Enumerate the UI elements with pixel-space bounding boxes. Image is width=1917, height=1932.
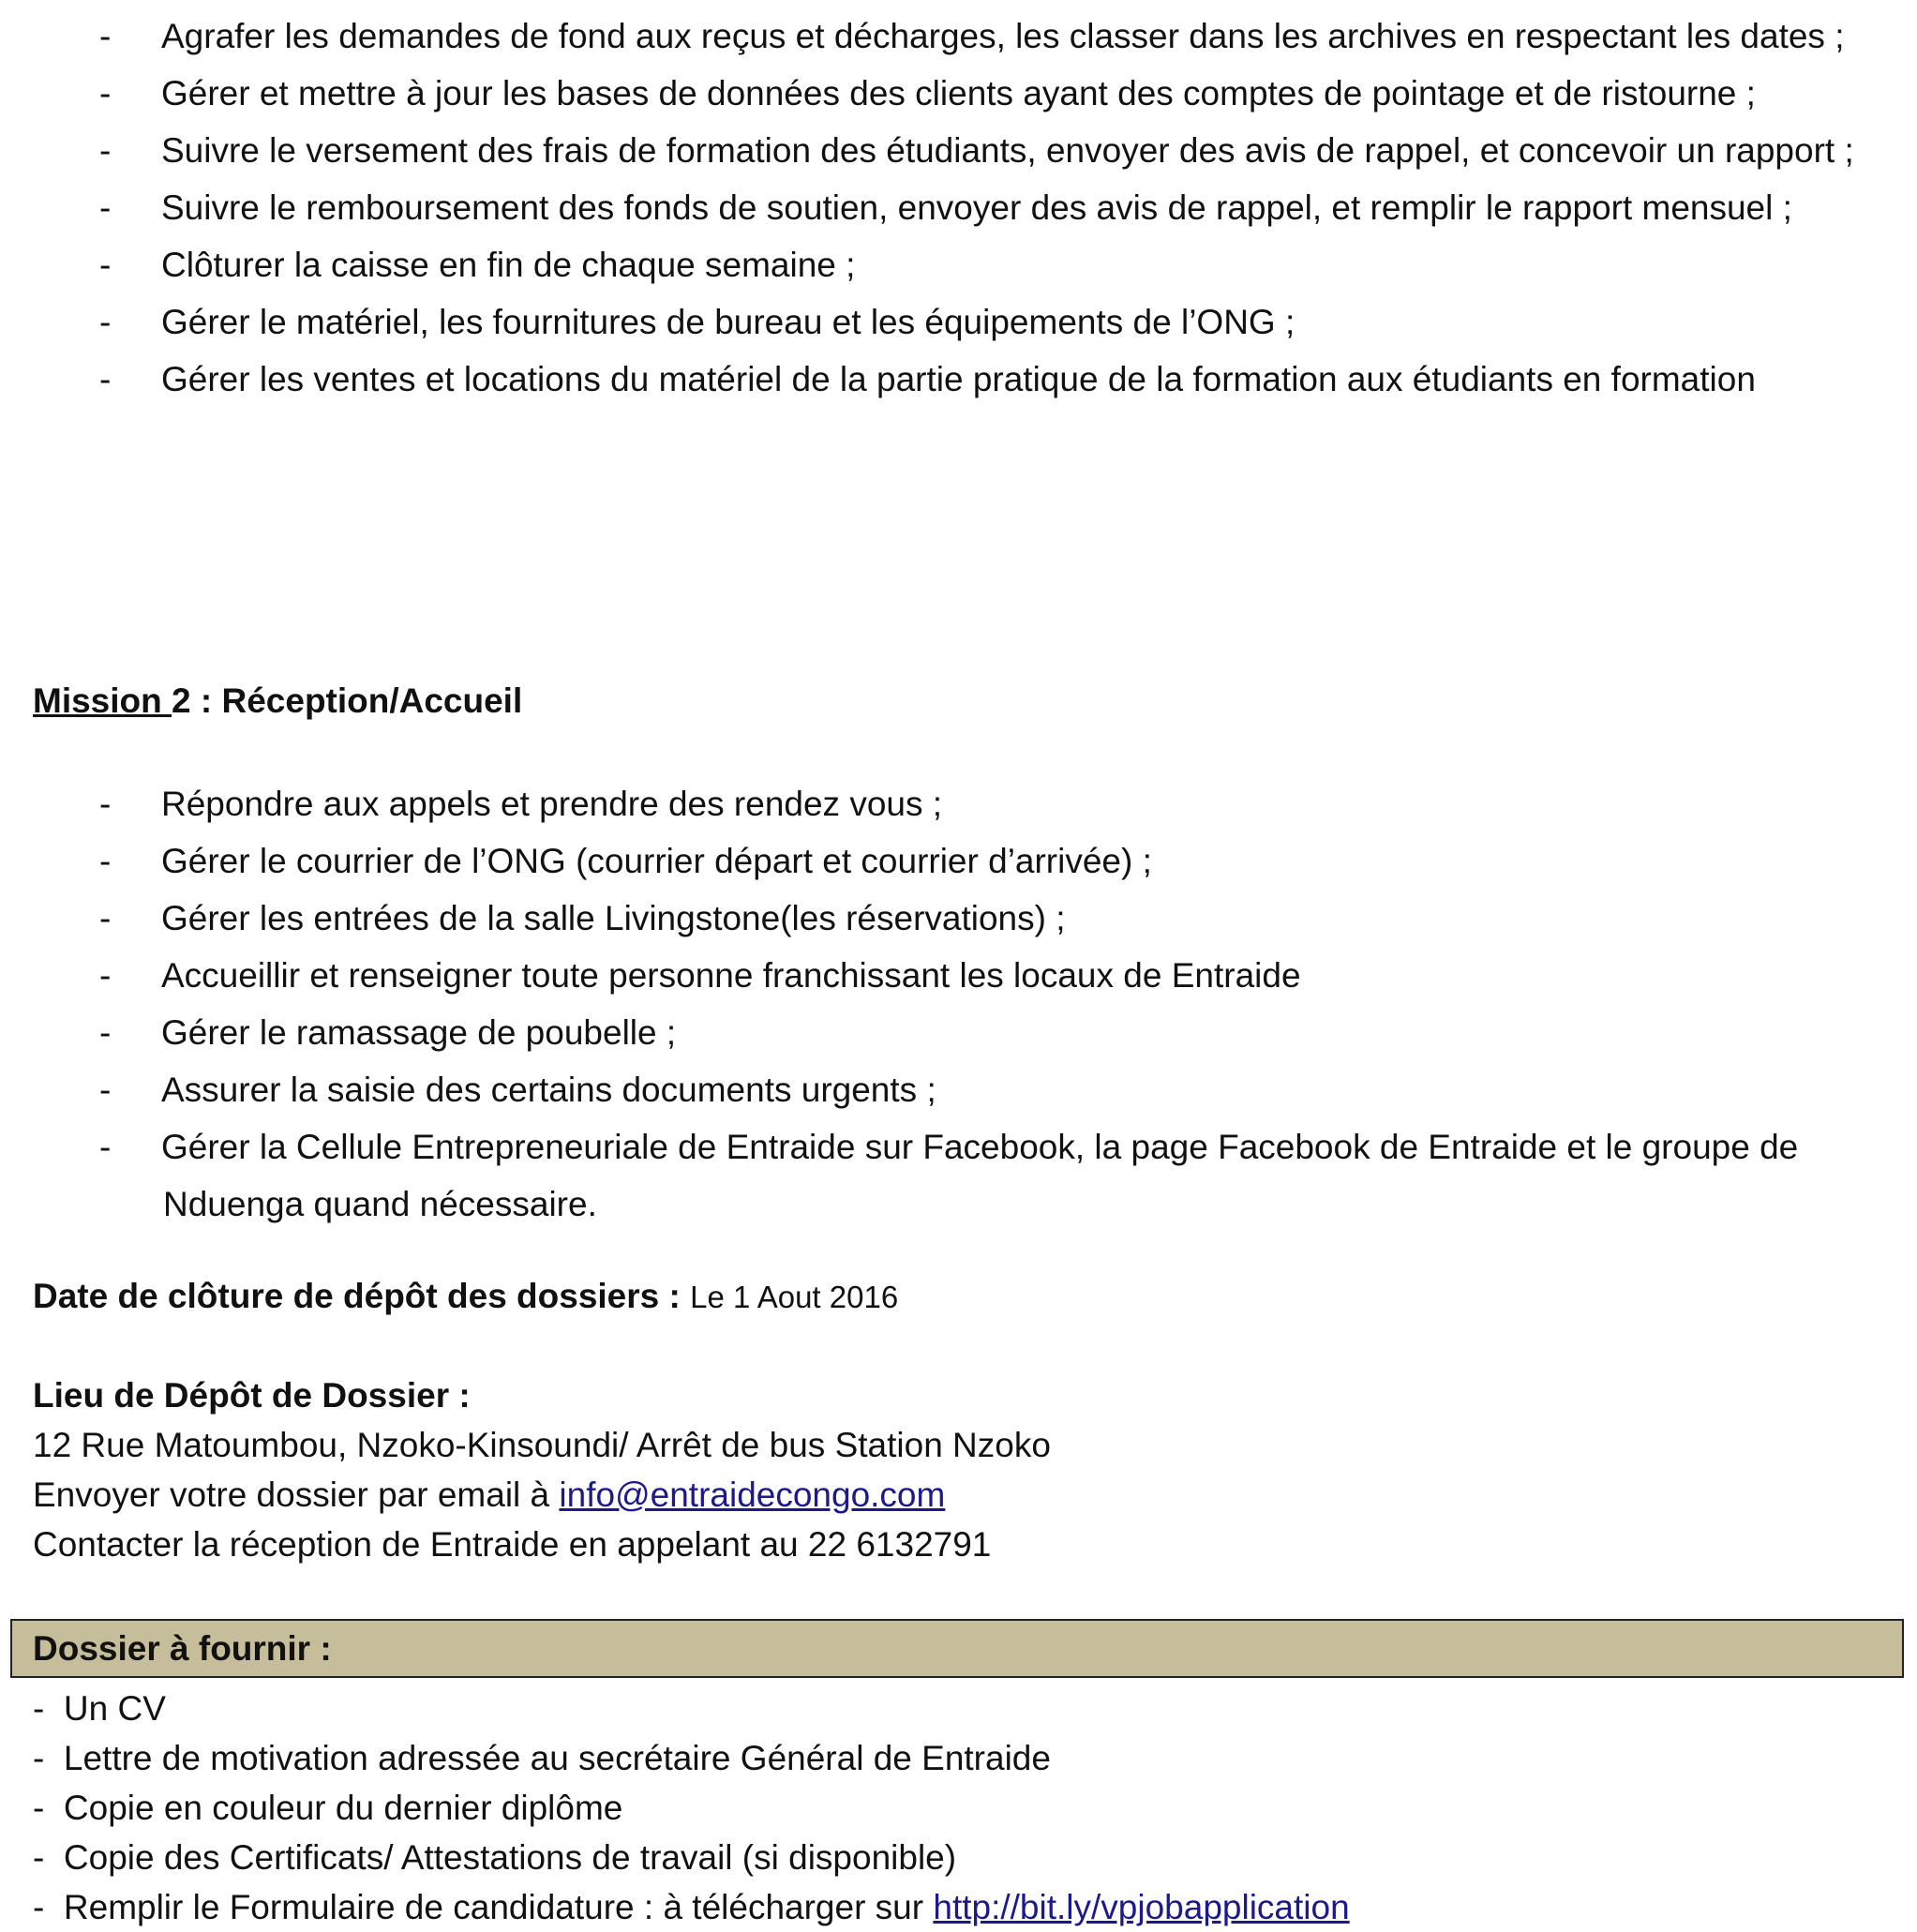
- list-dash: -: [99, 17, 112, 55]
- list-dash: -: [33, 1838, 64, 1877]
- location-address: 12 Rue Matoumbou, Nzoko-Kinsoundi/ Arrêt de bus Station Nzoko: [33, 1426, 1051, 1464]
- list-dash: -: [33, 1739, 64, 1777]
- list-item: - Suivre le remboursement des fonds de soutien, envoyer des avis de rappel, et remplir le rapport mensuel ;: [0, 179, 1917, 236]
- list-item: - Gérer les ventes et locations du matériel de la partie pratique de la formation aux étudiants en formation: [0, 351, 1917, 408]
- deadline-label: Date de clôture de dépôt des dossiers :: [33, 1277, 681, 1315]
- list-item: - Gérer les entrées de la salle Livingstone(les réservations) ;: [0, 890, 1917, 947]
- list-dash: -: [99, 1013, 112, 1052]
- email-link[interactable]: info@entraidecongo.com: [559, 1475, 946, 1514]
- list-dash: -: [99, 131, 112, 170]
- email-line: [33, 1472, 945, 1519]
- list-item: - Copie en couleur du dernier diplôme: [33, 1789, 623, 1827]
- list-item: - Gérer le courrier de l’ONG (courrier départ et courrier d’arrivée) ;: [0, 832, 1917, 890]
- list-item: - Remplir le Formulaire de candidature : à télécharger sur http://bit.ly/vpjobapplication: [33, 1888, 1350, 1926]
- list-dash: -: [33, 1689, 64, 1728]
- list-dash: -: [99, 1071, 112, 1109]
- list-dash: -: [99, 246, 112, 284]
- list-dash: -: [33, 1789, 64, 1827]
- list-item: - Agrafer les demandes de fond aux reçus et décharges, les classer dans les archives en respectant les dates ;: [0, 7, 1917, 65]
- list-item: - Gérer le matériel, les fournitures de bureau et les équipements de l’ONG ;: [0, 293, 1917, 351]
- list-dash: -: [99, 74, 112, 112]
- list-item: - Gérer le ramassage de poubelle ;: [0, 1004, 1917, 1061]
- mission2-heading-underlined: Mission: [33, 681, 172, 720]
- list-dash: -: [99, 785, 112, 823]
- list-item: - Gérer et mettre à jour les bases de données des clients ayant des comptes de pointage et de ristourne ;: [0, 65, 1917, 122]
- mission2-task-list: [0, 775, 1917, 1233]
- location-heading: Lieu de Dépôt de Dossier :: [33, 1376, 471, 1415]
- list-dash: -: [99, 842, 112, 880]
- mission1-task-list: [0, 7, 1917, 408]
- list-item: - Lettre de motivation adressée au secrétaire Général de Entraide: [33, 1739, 1051, 1777]
- list-item: - Un CV: [33, 1689, 166, 1728]
- mission2-heading-rest: 2 : Réception/Accueil: [172, 681, 523, 720]
- list-item: - Répondre aux appels et prendre des rendez vous ;: [0, 775, 1917, 832]
- deadline-line: [33, 1273, 898, 1321]
- deadline-value: Le 1 Aout 2016: [690, 1280, 899, 1314]
- list-dash: -: [99, 956, 112, 995]
- list-dash: -: [99, 899, 112, 937]
- phone-line: Contacter la réception de Entraide en appelant au 22 6132791: [33, 1525, 992, 1564]
- list-item: - Accueillir et renseigner toute personne franchissant les locaux de Entraide: [0, 947, 1917, 1004]
- dossier-heading: Dossier à fournir :: [33, 1629, 332, 1668]
- list-item: - Gérer la Cellule Entrepreneuriale de Entraide sur Facebook, la page Facebook de Entraide et le groupe de Nduenga quand nécessaire.: [0, 1118, 1917, 1233]
- application-form-link[interactable]: http://bit.ly/vpjobapplication: [933, 1888, 1350, 1926]
- list-dash: -: [99, 303, 112, 341]
- mission2-heading: [33, 678, 522, 725]
- list-dash: -: [99, 360, 112, 398]
- list-item: - Copie des Certificats/ Attestations de travail (si disponible): [33, 1838, 957, 1877]
- list-item: - Assurer la saisie des certains documents urgents ;: [0, 1061, 1917, 1118]
- list-dash: -: [33, 1888, 64, 1926]
- dossier-heading-box: [10, 1619, 1904, 1678]
- list-dash: -: [99, 188, 112, 227]
- list-item: - Clôturer la caisse en fin de chaque semaine ;: [0, 236, 1917, 293]
- email-prefix: Envoyer votre dossier par email à: [33, 1475, 560, 1514]
- dossier-list: [33, 1684, 1350, 1932]
- list-dash: -: [99, 1128, 112, 1166]
- list-item: - Suivre le versement des frais de formation des étudiants, envoyer des avis de rappel, et concevoir un rapport ;: [0, 122, 1917, 179]
